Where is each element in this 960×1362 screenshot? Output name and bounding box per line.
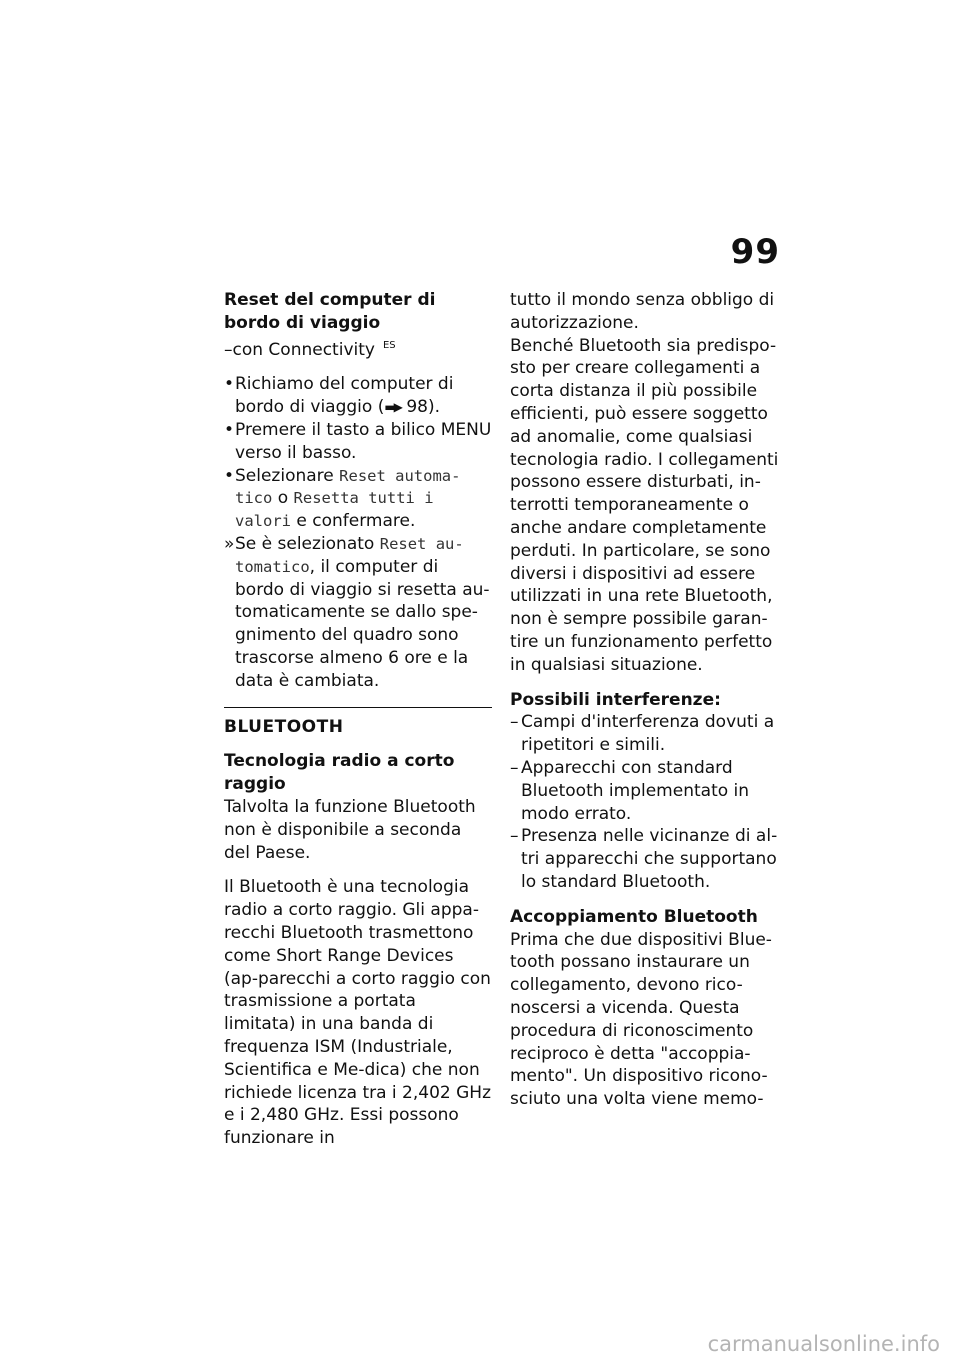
result-item: » Se è selezionato Reset au-tomatico, il computer di bordo di viaggio si resetta au-tomaticamente se dallo spe-gnimento del quadro sono trascorse almeno 6 ore e la data è cambiata. xyxy=(224,533,490,691)
sub-title: Tecnologia radio a corto raggio xyxy=(224,751,455,795)
section-divider xyxy=(224,707,492,708)
list-item: – Campi d'interferenza dovuti a ripetitori e simili. xyxy=(510,712,775,756)
pairing-title: Accoppiamento Bluetooth xyxy=(510,906,758,927)
dash-icon: – xyxy=(510,826,519,847)
list-item: – Presenza nelle vicinanze di al-tri apparecchi che supportano lo standard Bluetooth. xyxy=(510,826,778,892)
list-item: – Apparecchi con standard Bluetooth implementato in modo errato. xyxy=(510,757,750,824)
dash-icon: – xyxy=(510,757,519,778)
bullet-icon: • xyxy=(224,465,235,486)
es-tag: ES xyxy=(382,339,396,351)
section-title: BLUETOOTH xyxy=(224,716,344,737)
right-column xyxy=(510,289,782,1111)
interference-title: Possibili interferenze: xyxy=(510,689,721,710)
page-number: 99 xyxy=(730,232,780,272)
menu-option-reset-automatico: Reset automa-tico xyxy=(235,466,461,508)
left-column xyxy=(224,289,492,1150)
paragraph: Talvolta la funzione Bluetooth non è disponibile a seconda del Paese. xyxy=(224,796,476,863)
bullet-icon: • xyxy=(224,374,235,395)
paragraph: Prima che due dispositivi Blue-tooth possano instaurare un collegamento, devono rico-noscersi a vicenda. Questa procedura di riconoscimento reciproco è detta "accoppia-mento". Un dispositivo ricono-sciuto una volta viene memo- xyxy=(510,929,772,1110)
arrow-icon: ▬▶ xyxy=(384,400,401,415)
result-arrow-icon: » xyxy=(224,533,235,554)
paragraph: tutto il mondo senza obbligo di autorizzazione. xyxy=(510,290,775,333)
menu-option-resetta-tutti: Resetta tutti i valori xyxy=(235,489,434,531)
list-item: • Selezionare Reset automa-tico o Resetta tutti i valori e confermare. xyxy=(224,465,461,532)
connectivity-subheading: –con Connectivity $^{ES}$ xyxy=(224,339,396,360)
watermark: carmanualsonline.info xyxy=(707,1332,940,1356)
list-item: • Richiamo del computer di bordo di viaggio (▬▶ 98). xyxy=(224,374,454,418)
dash-icon: – xyxy=(510,712,519,733)
menu-option-reset-automatico: Reset au-tomatico xyxy=(235,534,464,576)
paragraph: Benché Bluetooth sia predispo-sto per creare collegamenti a corta distanza il più possibile efficienti, può essere soggetto ad anomalie, come qualsiasi tecnologia radio. I collegamenti possono essere disturbati, in-terrotti temporaneamente o anche andare completamente perduti. In particolare, se sono diversi i dispositivi ad essere utilizzati in una rete Bluetooth, non è sempre possibile garan-tire un funzionamento perfetto in qualsiasi situazione. xyxy=(510,335,779,675)
bullet-icon: • xyxy=(224,419,235,440)
paragraph: Il Bluetooth è una tecnologia radio a corto raggio. Gli appa-recchi Bluetooth trasmettono come Short Range Devices (ap-parecchi a corto raggio con trasmissione a portata limitata) in una banda di frequenza ISM (Industriale, Scientifica e Me-dica) che non richiede licenza tra i 2,402 GHz e i 2,480 GHz. Essi possono funzionare in xyxy=(224,877,491,1149)
list-item: • Premere il tasto a bilico MENU verso il basso. xyxy=(224,419,492,463)
reset-heading: Reset del computer di bordo di viaggio xyxy=(224,290,436,333)
